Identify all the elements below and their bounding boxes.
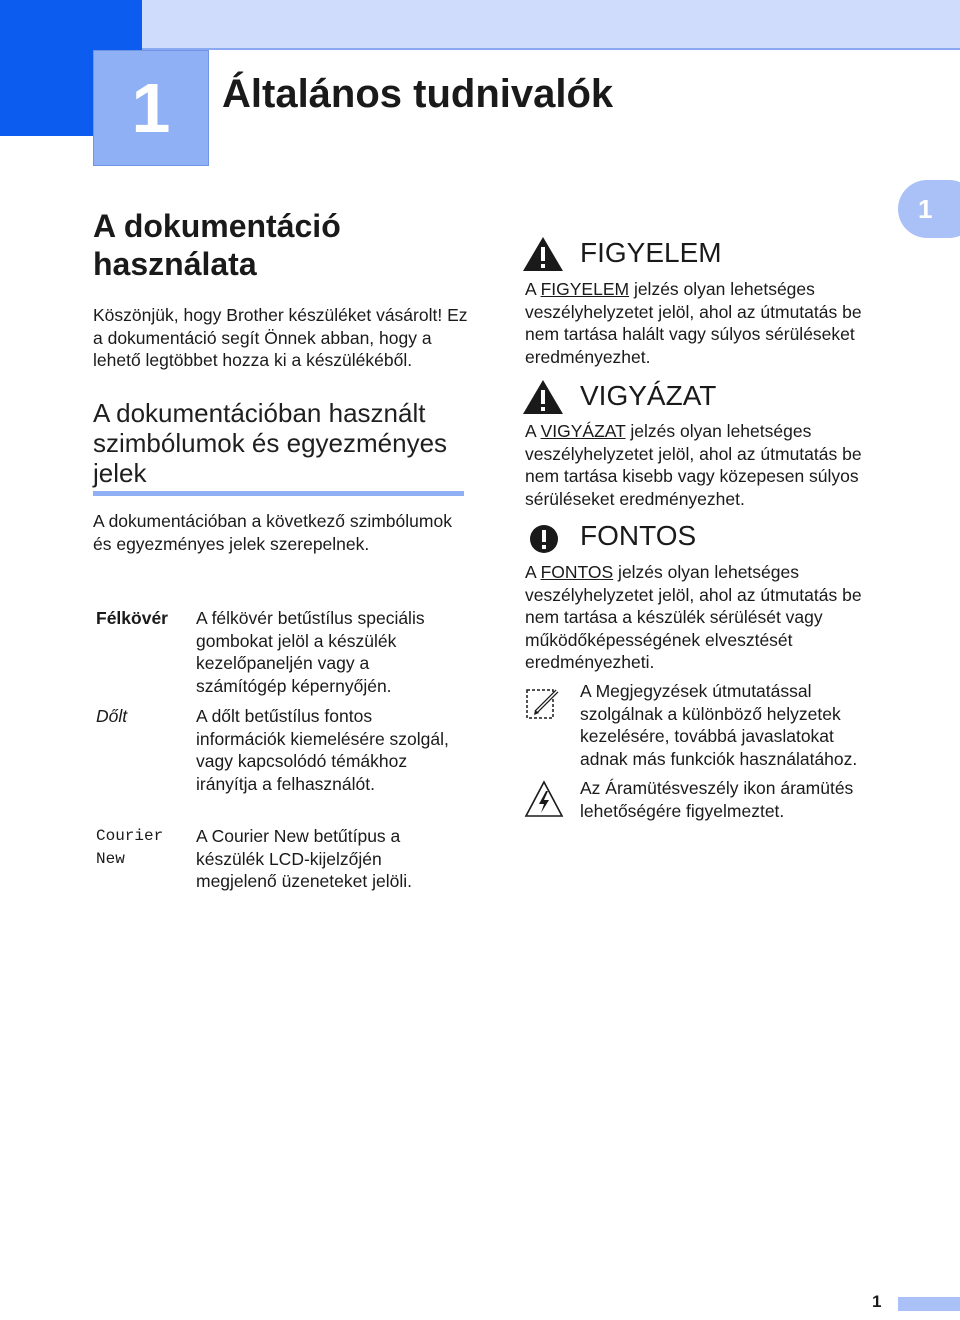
- conventions-intro: A dokumentációban a következő szimbólumok és egyezményes jelek szerepelnek.: [93, 511, 452, 554]
- convention-term-bold: Félkövér: [96, 608, 168, 628]
- convention-desc-courier: A Courier New betűtípus a készülék LCD-kijelzőjén megjelenő üzeneteket jelöli.: [196, 826, 412, 891]
- caution-triangle-icon: [522, 379, 564, 415]
- electrical-text: Az Áramütésveszély ikon áramütés lehetőségére figyelmeztet.: [580, 778, 854, 821]
- page-number-bar: [898, 1297, 960, 1311]
- subsection-heading: A dokumentációban használt szimbólumok és egyezményes jelek: [93, 398, 448, 488]
- section-heading: A dokumentáció használata: [93, 208, 341, 282]
- important-text: A FONTOS jelzés olyan lehetséges veszélyhelyzetet jelöl, ahol az útmutatás be nem tartása a készülék sérülését vagy működőképességének elvesztését eredményezheti.: [525, 562, 862, 672]
- convention-desc-italic: A dőlt betűstílus fontos információk kiemelésére szolgál, vagy kapcsolódó témákhoz irányítja a felhasználót.: [196, 706, 449, 794]
- important-title: FONTOS: [580, 520, 697, 551]
- caution-term: VIGYÁZAT: [540, 421, 626, 441]
- chapter-side-tab: 1: [898, 180, 960, 238]
- warning-triangle-icon: [522, 236, 564, 272]
- convention-term-italic: Dőlt: [96, 706, 128, 726]
- chapter-title: Általános tudnivalók: [222, 72, 614, 116]
- warning-title: FIGYELEM: [580, 237, 722, 268]
- note-text: A Megjegyzések útmutatással szolgálnak a különböző helyzetek kezelésére, továbbá javaslatokat adnak más funkciók használatához.: [580, 681, 858, 769]
- convention-term-courier: Courier New: [96, 827, 164, 868]
- caution-title: VIGYÁZAT: [580, 380, 717, 411]
- page-number: 1: [872, 1292, 882, 1311]
- warning-text: A FIGYELEM jelzés olyan lehetséges veszélyhelyzetet jelöl, ahol az útmutatás be nem tartása halált vagy súlyos sérüléseket eredményezhet.: [525, 279, 862, 367]
- important-exclamation-icon: [529, 524, 559, 554]
- chapter-header-band: [142, 0, 960, 48]
- chapter-header-rule: [142, 48, 960, 50]
- caution-text: A VIGYÁZAT jelzés olyan lehetséges veszélyhelyzetet jelöl, ahol az útmutatás be nem tartása kisebb vagy közepesen súlyos sérüléseket eredményezhet.: [525, 421, 862, 509]
- warning-term: FIGYELEM: [540, 279, 630, 299]
- important-term: FONTOS: [540, 562, 614, 582]
- subsection-rule: [93, 491, 464, 496]
- note-pencil-icon: [524, 684, 562, 722]
- intro-paragraph: Köszönjük, hogy Brother készüléket vásárolt! Ez a dokumentáció segít Önnek abban, hogy a lehető legtöbbet hozza ki a készülékéből.: [93, 305, 468, 370]
- convention-desc-bold: A félkövér betűstílus speciális gombokat jelöl a készülék kezelőpaneljén vagy a számítógép képernyőjén.: [196, 608, 425, 696]
- chapter-number: 1: [93, 50, 209, 166]
- electrical-hazard-icon: [524, 780, 564, 818]
